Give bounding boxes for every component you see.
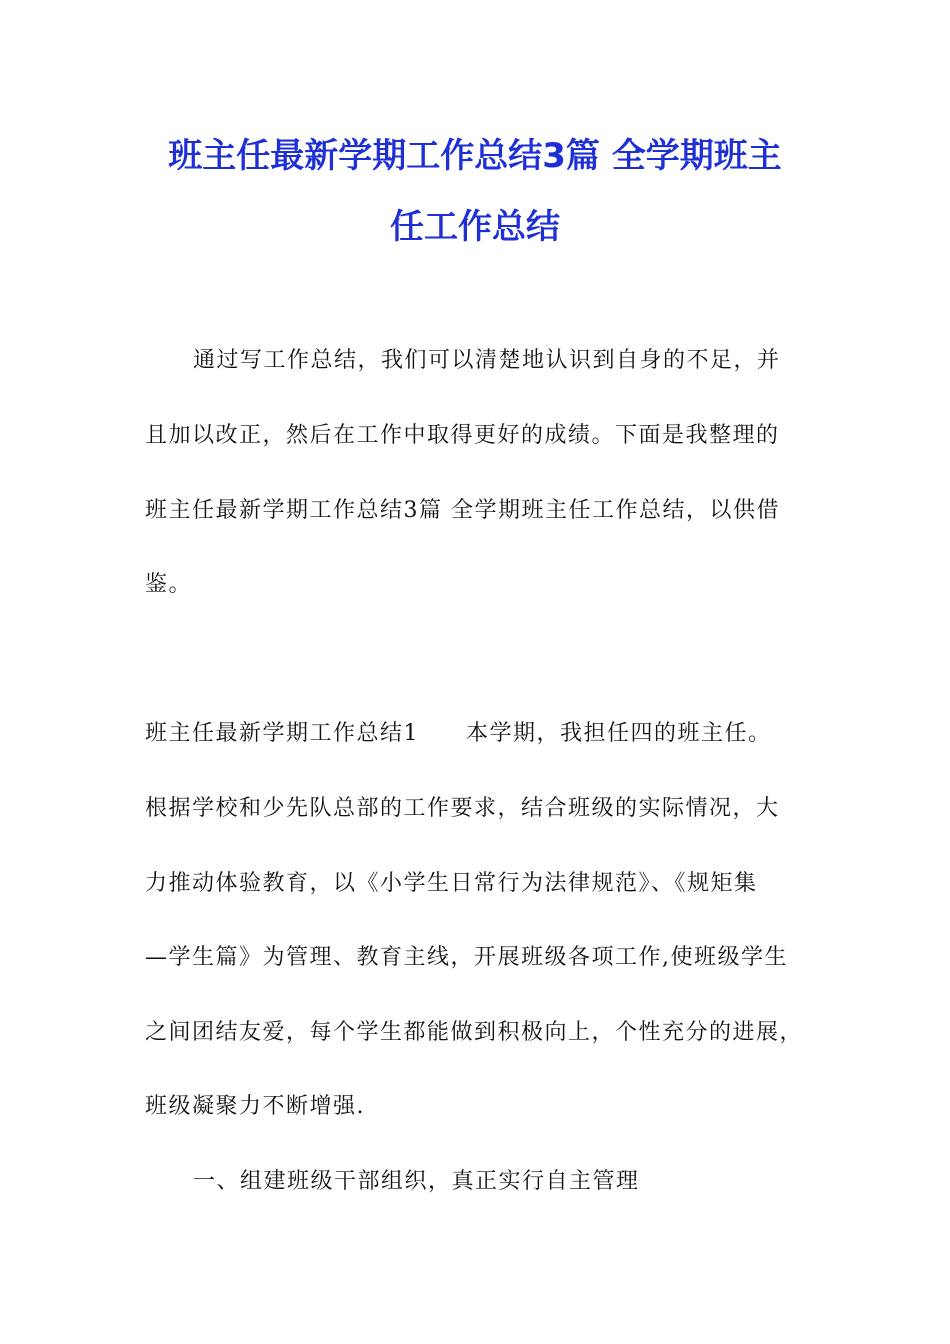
section-paragraph-line: 之间团结友爱，每个学生都能做到积极向上，个性充分的进展， [145,1020,804,1045]
section-paragraph-line: 班主任最新学期工作总结1 本学期，我担任四的班主任。 [145,721,772,746]
intro-paragraph-line: 且加以改正，然后在工作中取得更好的成绩。下面是我整理的 [145,423,780,448]
section-paragraph-line: 根据学校和少先队总部的工作要求，结合班级的实际情况，大 [145,796,780,821]
intro-paragraph-line: 通过写工作总结，我们可以清楚地认识到自身的不足，并 [193,348,781,373]
intro-paragraph-line: 班主任最新学期工作总结3篇 全学期班主任工作总结，以供借 [145,498,780,523]
section-paragraph-line: —学生篇》为管理、教育主线，开展班级各项工作,使班级学生 [145,945,788,970]
document-title-line-1: 班主任最新学期工作总结3篇 全学期班主 [168,136,782,176]
intro-paragraph-line: 鉴。 [145,572,193,597]
section-paragraph-line: 班级凝聚力不断增强. [145,1094,365,1119]
section-paragraph-line: 力推动体验教育，以《小学生日常行为法律规范》、《规矩集 [145,871,758,896]
document-title-line-2: 任工作总结 [390,207,560,247]
section-heading: 一、组建班级干部组织，真正实行自主管理 [193,1169,640,1194]
